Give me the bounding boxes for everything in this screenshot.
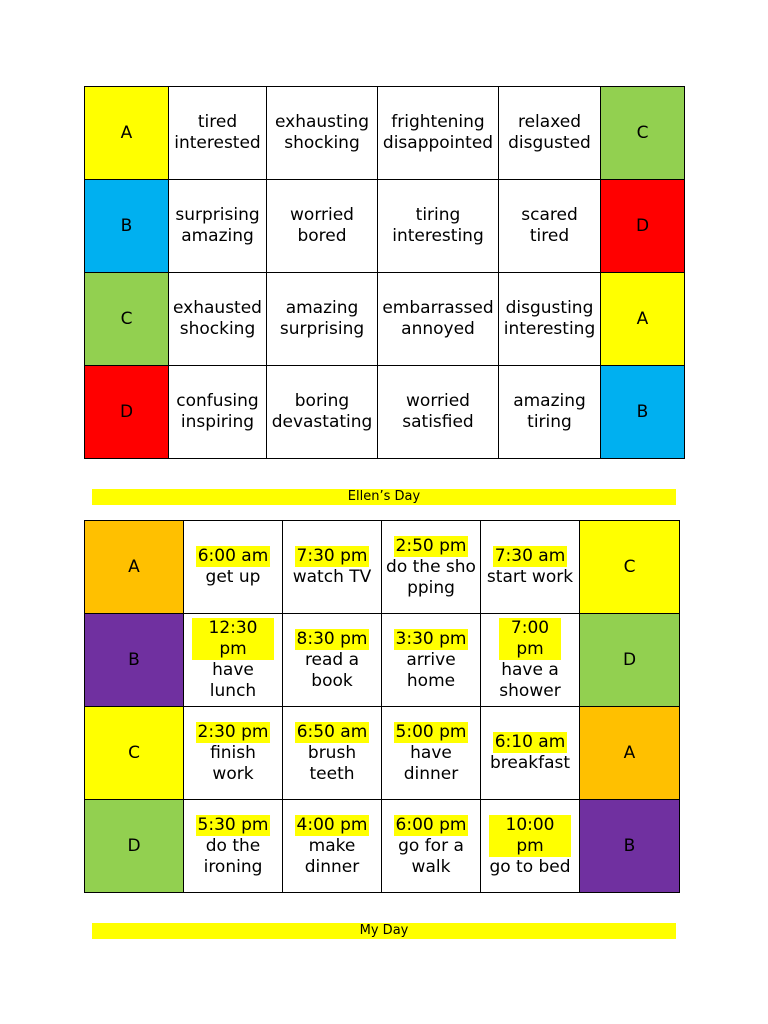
label-cell-b: B bbox=[85, 180, 169, 273]
label-cell-d: D bbox=[85, 800, 184, 893]
activity-text: go to bed bbox=[489, 856, 571, 877]
time-highlight: 6:10 am bbox=[494, 732, 566, 752]
schedule-cell bbox=[184, 800, 283, 893]
activity-text: have a shower bbox=[499, 660, 561, 701]
activity-text: finish work bbox=[210, 742, 256, 784]
schedule-cell bbox=[283, 800, 382, 893]
time-highlight: 2:30 pm bbox=[197, 721, 269, 742]
time-highlight: 5:00 pm bbox=[395, 721, 467, 742]
time-highlight: 6:50 am bbox=[296, 721, 368, 742]
adjective-cell: confusing inspiring bbox=[169, 366, 267, 459]
label-cell-b: B bbox=[601, 366, 685, 459]
time-highlight: 3:30 pm bbox=[395, 628, 467, 649]
schedule-cell bbox=[481, 707, 580, 800]
schedule-cell bbox=[481, 521, 580, 614]
schedule-cell bbox=[283, 614, 382, 707]
activity-text: get up bbox=[205, 567, 261, 587]
activity-text: read a book bbox=[304, 649, 360, 691]
adjectives-grid bbox=[84, 86, 685, 459]
adjective-cell: worried bored bbox=[267, 180, 378, 273]
label-cell-a: A bbox=[85, 87, 169, 180]
adjective-cell: exhausting shocking bbox=[267, 87, 378, 180]
schedule-cell bbox=[184, 707, 283, 800]
time-highlight: 4:00 pm bbox=[296, 814, 368, 835]
activity-text: brush teeth bbox=[307, 742, 357, 784]
label-cell-c: C bbox=[85, 707, 184, 800]
time-highlight: 2:50 pm bbox=[395, 535, 467, 556]
activity-text: do the shopping bbox=[386, 556, 476, 598]
activity-text: have dinner bbox=[403, 742, 459, 784]
label-cell-d: D bbox=[580, 614, 680, 707]
activity-text: start work bbox=[486, 567, 574, 587]
adjective-cell: tiring interesting bbox=[378, 180, 499, 273]
schedule-cell bbox=[382, 521, 481, 614]
label-cell-a: A bbox=[85, 521, 184, 614]
schedule-cell bbox=[382, 800, 481, 893]
label-cell-a: A bbox=[580, 707, 680, 800]
schedule-cell bbox=[283, 707, 382, 800]
adjective-cell: amazing surprising bbox=[267, 273, 378, 366]
schedule-cell bbox=[184, 521, 283, 614]
label-cell-c: C bbox=[601, 87, 685, 180]
adjective-cell: embarrassed annoyed bbox=[378, 273, 499, 366]
adjective-cell: disgusting interesting bbox=[499, 273, 601, 366]
schedule-cell bbox=[481, 800, 580, 893]
label-cell-b: B bbox=[85, 614, 184, 707]
adjective-cell: amazing tiring bbox=[499, 366, 601, 459]
time-highlight: 7:30 pm bbox=[296, 546, 368, 566]
activity-text: breakfast bbox=[489, 753, 571, 773]
label-cell-b: B bbox=[580, 800, 680, 893]
label-cell-d: D bbox=[601, 180, 685, 273]
time-highlight: 8:30 pm bbox=[296, 628, 368, 649]
schedule-grid bbox=[84, 520, 680, 893]
time-highlight: 6:00 am bbox=[197, 546, 269, 566]
adjective-cell: frightening disappointed bbox=[378, 87, 499, 180]
adjective-cell: worried satisfied bbox=[378, 366, 499, 459]
adjective-cell: boring devastating bbox=[267, 366, 378, 459]
time-highlight: 6:00 pm bbox=[395, 814, 467, 835]
activity-text: have lunch bbox=[209, 660, 257, 701]
my-day-banner: My Day bbox=[92, 923, 676, 939]
adjective-cell: tired interested bbox=[169, 87, 267, 180]
adjective-cell: scared tired bbox=[499, 180, 601, 273]
schedule-cell bbox=[481, 614, 580, 707]
label-cell-a: A bbox=[601, 273, 685, 366]
time-highlight: 7:30 am bbox=[494, 546, 566, 566]
label-cell-c: C bbox=[85, 273, 169, 366]
schedule-cell bbox=[382, 614, 481, 707]
activity-text: make dinner bbox=[304, 835, 360, 877]
activity-text: arrive home bbox=[406, 649, 456, 691]
activity-text: go for a walk bbox=[398, 835, 464, 877]
label-cell-c: C bbox=[580, 521, 680, 614]
adjective-cell: relaxed disgusted bbox=[499, 87, 601, 180]
adjective-cell: exhausted shocking bbox=[169, 273, 267, 366]
activity-text: do the ironing bbox=[203, 835, 263, 877]
schedule-cell bbox=[184, 614, 283, 707]
time-highlight: 10:00 pm bbox=[489, 815, 571, 857]
schedule-cell bbox=[382, 707, 481, 800]
schedule-cell bbox=[283, 521, 382, 614]
time-highlight: 7:00 pm bbox=[499, 618, 561, 660]
time-highlight: 12:30 pm bbox=[192, 618, 274, 660]
ellens-day-banner: Ellen’s Day bbox=[92, 489, 676, 505]
time-highlight: 5:30 pm bbox=[197, 814, 269, 835]
adjective-cell: surprising amazing bbox=[169, 180, 267, 273]
label-cell-d: D bbox=[85, 366, 169, 459]
activity-text: watch TV bbox=[292, 567, 372, 587]
